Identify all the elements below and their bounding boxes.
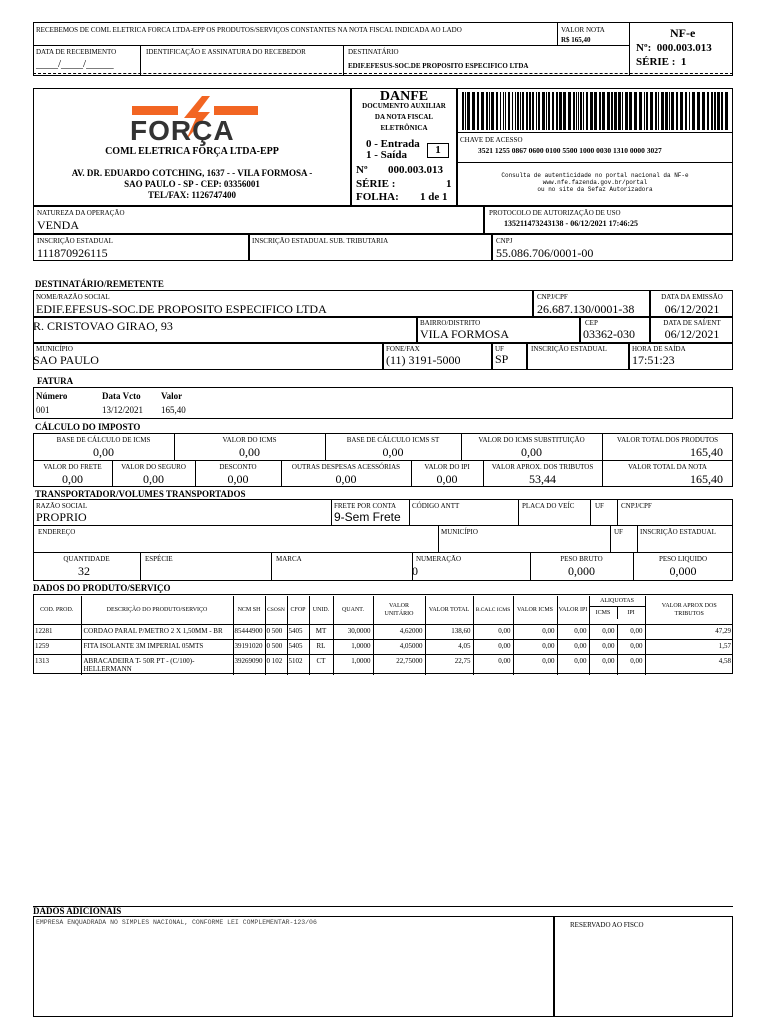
cell-cod: 12281 — [35, 626, 53, 635]
bc-st-label: BASE DE CÁLCULO ICMS ST — [346, 436, 440, 444]
barcode-bar — [578, 92, 579, 130]
dest-hora-label: HORA DE SAÍDA — [632, 345, 686, 353]
barcode-bar — [462, 92, 464, 130]
logo-bar-left — [132, 106, 178, 115]
cell-cod: 1313 — [35, 656, 49, 665]
ipi: 0,00 — [436, 472, 458, 486]
th-aliq-ipi: IPI — [627, 610, 635, 616]
barcode-bar — [559, 92, 562, 130]
ie-value: 111870926115 — [37, 246, 108, 260]
desconto: 0,00 — [227, 472, 249, 486]
valor-nota-label: VALOR NOTA — [561, 26, 605, 34]
th-aliquotas — [589, 596, 645, 624]
danfe-title: DANFE — [379, 89, 429, 104]
bc-icms: 0,00 — [93, 445, 114, 459]
dest-fone: (11) 3191-5000 — [386, 353, 461, 367]
cell-bcalc: 0,00 — [473, 624, 513, 639]
cell-ncm: 39269090 — [233, 654, 265, 675]
transp-peso-liq: 0,000 — [669, 564, 697, 578]
table-row — [33, 624, 733, 639]
barcode-bar — [496, 92, 498, 130]
danfe-serie: 1 — [446, 178, 452, 190]
dest-cnpj-label: CNPJ/CPF — [537, 293, 568, 301]
dest-saida: 06/12/2021 — [664, 327, 720, 341]
barcode-bar — [707, 92, 709, 130]
cell-unid: MT — [309, 624, 333, 639]
total-nota-label: VALOR TOTAL DA NOTA — [628, 463, 707, 471]
danfe-numero: 000.003.013 — [388, 164, 443, 176]
dest-emissao: 06/12/2021 — [664, 302, 720, 316]
barcode-bar — [500, 92, 501, 130]
transp-uf2-label: UF — [614, 528, 623, 536]
dest-municipio: SAO PAULO — [33, 353, 99, 367]
produtos-table — [33, 596, 733, 675]
adicionais-texto: EMPRESA ENQUADRADA NO SIMPLES NACIONAL, CONFORME LEI COMPLEMENTAR-123/06 — [36, 919, 317, 926]
cell-vtotal: 22,75 — [425, 654, 473, 675]
barcode-bar — [669, 92, 670, 130]
natureza-label: NATUREZA DA OPERAÇÃO — [37, 209, 125, 217]
cnpj-value: 55.086.706/0001-00 — [496, 246, 594, 260]
table-row — [33, 654, 733, 675]
cell-aipi: 0,00 — [617, 639, 645, 654]
outras-label: OUTRAS DESPESAS ACESSÓRIAS — [291, 463, 401, 471]
valor-nota-value: R$ 165,40 — [561, 36, 591, 44]
dest-fone-label: FONE/FAX — [386, 345, 420, 353]
dest-endereco: R. CRISTOVAO GIRAO, 93 — [33, 319, 173, 333]
tributos-label: VALOR APROX. DOS TRIBUTOS — [491, 463, 594, 471]
fisco-box — [554, 916, 733, 1017]
barcode-bar — [676, 92, 678, 130]
fisco-label: RESERVADO AO FISCO — [570, 921, 644, 929]
ie-st-label: INSCRIÇÃO ESTADUAL SUB. TRIBUTARIA — [252, 237, 389, 245]
dest-hora: 17:51:23 — [632, 353, 675, 367]
transp-peso-bruto-label: PESO BRUTO — [560, 555, 603, 563]
cell-desc: ABRACADEIRA T- 50R PT - (C/100)-HELLERMANN — [81, 654, 233, 675]
barcode-bar — [671, 92, 674, 130]
barcode-bar — [556, 92, 558, 130]
barcode-bar — [520, 92, 521, 130]
dest-saida-label: DATA DE SAÍ/ENT — [663, 319, 721, 327]
barcode-bar — [644, 92, 645, 130]
fatura-valor: 165,40 — [161, 405, 186, 415]
danfe-sub3: ELETRÔNICA — [380, 124, 428, 132]
transp-cnpj-label: CNPJ/CPF — [621, 502, 652, 510]
danfe-numero-label: Nº — [356, 164, 368, 176]
total-prod: 165,40 — [690, 445, 723, 459]
cell-cfop: 5102 — [287, 654, 309, 675]
imposto-section-title: CÁLCULO DO IMPOSTO — [35, 422, 141, 432]
cell-csosn: 0 500 — [265, 639, 287, 654]
emitter-address-2: SAO PAULO - SP - CEP: 03356001 — [124, 179, 260, 189]
cell-ncm: 39191020 — [233, 639, 265, 654]
nfe-numero: Nº: 000.003.013 — [636, 42, 712, 54]
destinatario-stub-label: DESTINATÁRIO — [348, 48, 399, 56]
barcode-bar — [665, 92, 668, 130]
barcode-bar — [583, 92, 584, 130]
data-recebimento-label: DATA DE RECEBIMENTO — [36, 48, 117, 56]
fatura-vcto: 13/12/2021 — [102, 405, 144, 415]
barcode-bar — [568, 92, 571, 130]
destinatario-stub-value: EDIF.EFESUS-SOC.DE PROPOSITO ESPECIFICO LTDA — [348, 62, 529, 70]
fatura-vcto-label: Data Vcto — [102, 391, 141, 401]
cell-csosn: 0 500 — [265, 624, 287, 639]
barcode-bar — [467, 92, 470, 130]
bc-st: 0,00 — [382, 445, 404, 459]
barcode-bar — [702, 92, 705, 130]
th-aprox: VALOR APROX DOS TRIBUTOS — [645, 596, 733, 624]
barcode-bar — [536, 92, 537, 130]
barcode-bar — [465, 92, 466, 130]
cell-vipi: 0,00 — [557, 639, 589, 654]
data-recebimento-field[interactable]: ____/____/_____ — [36, 58, 114, 70]
table-header-row — [33, 596, 733, 624]
cell-bcalc: 0,00 — [473, 639, 513, 654]
cell-cfop: 5405 — [287, 624, 309, 639]
th-ncm: NCM SH — [233, 596, 265, 624]
barcode-bar — [650, 92, 653, 130]
icms: 0,00 — [239, 445, 260, 459]
th-vtotal: VALOR TOTAL — [425, 596, 473, 624]
receipt-text: RECEBEMOS DE COML ELETRICA FORCA LTDA-EPP OS PRODUTOS/SERVIÇOS CONSTANTES NA NOTA FISCAL INDICADA AO LADO — [36, 26, 462, 34]
barcode-bar — [625, 92, 628, 130]
th-unid: UNID. — [309, 596, 333, 624]
transp-marca-label: MARCA — [276, 555, 302, 563]
transp-frete: 9-Sem Frete — [334, 510, 401, 524]
adicionais-section-title: DADOS ADICIONAIS — [33, 906, 122, 916]
ipi-label: VALOR DO IPI — [424, 463, 470, 471]
th-aliq: ALIQUOTAS — [590, 596, 645, 607]
danfe-sub2: DA NOTA FISCAL — [374, 113, 434, 121]
th-quant: QUANT. — [333, 596, 373, 624]
th-desc: DESCRIÇÃO DO PRODUTO/SERVIÇO — [81, 596, 233, 624]
barcode-bar — [685, 92, 687, 130]
th-vipi: VALOR IPI — [557, 596, 589, 624]
transp-numeracao: 0 — [412, 564, 418, 578]
transp-qtd: 32 — [78, 564, 90, 578]
barcode-bar — [658, 92, 659, 130]
cell-quant: 1,0000 — [333, 654, 373, 675]
cell-desc: FITA ISOLANTE 3M IMPERIAL 05MTS — [81, 639, 233, 654]
barcode-bar — [639, 92, 642, 130]
barcode-bar — [721, 92, 723, 130]
barcode-bar — [563, 92, 566, 130]
dest-uf-label: UF — [495, 345, 504, 353]
consulta-line2: www.nfe.fazenda.gov.br/portal — [542, 179, 648, 186]
consulta-line3: ou no site da Sefaz Autorizadora — [537, 186, 653, 193]
cell-aipi: 0,00 — [617, 654, 645, 675]
barcode-bar — [503, 92, 504, 130]
barcode-bar — [586, 92, 588, 130]
dest-bairro-label: BAIRRO/DISTRITO — [420, 319, 481, 327]
barcode-bar — [546, 92, 547, 130]
adicionais-box — [33, 916, 554, 1017]
logo-bar-right — [214, 106, 258, 115]
barcode-bar — [580, 92, 582, 130]
barcode-bar — [655, 92, 657, 130]
fatura-numero: 001 — [36, 405, 50, 415]
transp-peso-liq-label: PESO LIQUIDO — [658, 555, 708, 563]
cell-aprox: 47,29 — [645, 624, 733, 639]
cell-vunit: 22,75000 — [373, 654, 425, 675]
th-cfop: CFOP — [287, 596, 309, 624]
cell-quant: 1,0000 — [333, 639, 373, 654]
barcode-bar — [646, 92, 648, 130]
protocolo-label: PROTOCOLO DE AUTORIZAÇÃO DE USO — [489, 209, 621, 217]
barcode-bar — [489, 92, 490, 130]
th-vunit: VALOR UNITÁRIO — [373, 596, 425, 624]
cell-ncm: 85444900 — [233, 624, 265, 639]
transp-uf-label: UF — [595, 502, 604, 510]
fatura-valor-label: Valor — [161, 391, 183, 401]
dest-nome: EDIF.EFESUS-SOC.DE PROPOSITO ESPECIFICO LTDA — [36, 302, 327, 316]
barcode-bar — [692, 92, 695, 130]
barcode-bar — [515, 92, 516, 130]
cell-aprox: 4,58 — [645, 654, 733, 675]
barcode-bar — [508, 92, 510, 130]
cell-aicms: 0,00 — [589, 654, 617, 675]
dest-municipio-label: MUNICÍPIO — [36, 345, 73, 353]
danfe-folha-label: FOLHA: — [356, 191, 399, 203]
table-row — [33, 639, 733, 654]
barcode-bar — [717, 92, 720, 130]
barcode-bar — [634, 92, 637, 130]
barcode-bar — [491, 92, 494, 130]
cell-vtotal: 138,60 — [425, 624, 473, 639]
barcode-bar — [532, 92, 534, 130]
cnpj-label: CNPJ — [496, 237, 513, 245]
barcode-bar — [517, 92, 519, 130]
cell-aprox: 1,57 — [645, 639, 733, 654]
barcode-bar — [512, 92, 513, 130]
danfe-folha: 1 de 1 — [420, 191, 448, 203]
danfe-entrada: 0 - Entrada — [366, 138, 420, 150]
danfe-sub1: DOCUMENTO AUXILIAR — [362, 102, 446, 110]
cell-vunit: 4,05000 — [373, 639, 425, 654]
th-csosn: CSOSN — [265, 596, 287, 624]
ie-label: INSCRIÇÃO ESTADUAL — [37, 237, 113, 245]
nfe-serie: SÉRIE : 1 — [636, 56, 687, 68]
chave-acesso: 3521 1255 0867 0600 0100 5500 1000 0030 1310 0000 3027 — [478, 146, 662, 155]
transp-razao: PROPRIO — [36, 510, 87, 524]
bc-icms-label: BASE DE CÁLCULO DE ICMS — [56, 436, 151, 444]
cell-aicms: 0,00 — [589, 639, 617, 654]
barcode-bar — [629, 92, 632, 130]
natureza-value: VENDA — [37, 218, 79, 232]
cell-cod: 1259 — [35, 641, 49, 650]
dest-nome-label: NOME/RAZÃO SOCIAL — [36, 293, 110, 301]
transp-municipio-label: MUNICÍPIO — [441, 528, 478, 536]
barcode-bar — [529, 92, 531, 130]
dest-emissao-label: DATA DA EMISSÃO — [661, 293, 723, 301]
emitter-address-3: TEL/FAX: 1126747400 — [147, 190, 237, 200]
barcode-bar — [472, 92, 475, 130]
dest-uf: SP — [495, 352, 509, 366]
barcode-bar — [542, 92, 545, 130]
protocolo-value: 135211473243138 - 06/12/2021 17:46:25 — [504, 219, 638, 228]
barcode-bar — [481, 92, 484, 130]
barcode-bar — [486, 92, 488, 130]
fatura-section-title: FATURA — [37, 376, 74, 386]
transp-ie-label: INSCRIÇÃO ESTADUAL — [640, 528, 716, 536]
cell-aipi: 0,00 — [617, 624, 645, 639]
th-aliq-icms: ICMS — [590, 607, 618, 619]
dest-bairro: VILA FORMOSA — [420, 327, 510, 341]
dest-cnpj: 26.687.130/0001-38 — [537, 302, 635, 316]
nfe-label: NF-e — [670, 26, 696, 40]
barcode-bar — [602, 92, 605, 130]
dest-ie-label: INSCRIÇÃO ESTADUAL — [531, 345, 607, 353]
barcode-bar — [590, 92, 593, 130]
cell-vipi: 0,00 — [557, 654, 589, 675]
icms-st-label: VALOR DO ICMS SUBSTITUIÇÃO — [478, 436, 585, 444]
cell-unid: CT — [309, 654, 333, 675]
transp-peso-bruto: 0,000 — [568, 564, 595, 578]
barcode-bar — [697, 92, 700, 130]
barcode-bar — [680, 92, 683, 130]
emitter-name: COML ELETRICA FORÇA LTDA-EPP — [105, 146, 279, 157]
danfe-saida: 1 - Saída — [366, 149, 407, 161]
th-vicms: VALOR ICMS — [513, 596, 557, 624]
consulta-line1: Consulta de autenticidade no portal nacional da NF-e — [501, 172, 689, 179]
frete-label: VALOR DO FRETE — [43, 463, 102, 471]
danfe-tipo: 1 — [427, 143, 449, 158]
icms-label: VALOR DO ICMS — [222, 436, 277, 444]
cell-aicms: 0,00 — [589, 624, 617, 639]
cell-unid: RL — [309, 639, 333, 654]
barcode-bar — [607, 92, 610, 130]
dest-cep: 03362-030 — [583, 327, 635, 341]
chave-label: CHAVE DE ACESSO — [460, 136, 523, 144]
dest-cep-label: CEP — [585, 319, 598, 327]
th-bcalc: B.CALC ICMS — [473, 596, 513, 624]
barcode-bar — [711, 92, 713, 130]
dest-section-title: DESTINATÁRIO/REMETENTE — [35, 279, 164, 289]
cell-vunit: 4,62000 — [373, 624, 425, 639]
barcode-bar — [526, 92, 528, 130]
cell-bcalc: 0,00 — [473, 654, 513, 675]
icms-st: 0,00 — [521, 445, 542, 459]
barcode-bar — [622, 92, 623, 130]
barcode-bar — [573, 92, 575, 130]
cell-quant: 30,0000 — [333, 624, 373, 639]
barcode-bar — [522, 92, 524, 130]
seguro: 0,00 — [143, 472, 164, 486]
barcode-bar — [552, 92, 554, 130]
cell-vicms: 0,00 — [513, 624, 557, 639]
tributos: 53,44 — [529, 472, 556, 486]
emitter-address-1: AV. DR. EDUARDO COTCHING, 1637 - - VILA FORMOSA - — [71, 168, 313, 178]
barcode-bar — [618, 92, 621, 130]
barcode-bar — [689, 92, 690, 130]
barcode-bar — [611, 92, 613, 130]
identificacao-label: IDENTIFICAÇÃO E ASSINATURA DO RECEBEDOR — [146, 48, 306, 56]
danfe-serie-label: SÉRIE : — [356, 178, 396, 190]
cell-csosn: 0 102 — [265, 654, 287, 675]
logo-text: FORÇA — [130, 115, 235, 146]
cell-vicms: 0,00 — [513, 654, 557, 675]
barcode-bar — [548, 92, 550, 130]
barcode-bar — [725, 92, 728, 130]
barcode-bar — [614, 92, 617, 130]
barcode-bar — [714, 92, 716, 130]
barcode-bar — [661, 92, 664, 130]
barcode-bar — [505, 92, 506, 130]
transp-endereco-label: ENDEREÇO — [38, 528, 76, 536]
transp-antt-label: CÓDIGO ANTT — [412, 502, 460, 510]
seguro-label: VALOR DO SEGURO — [121, 463, 186, 471]
barcode-bar — [538, 92, 540, 130]
transp-numeracao-label: NUMERAÇÃO — [416, 555, 462, 563]
fatura-numero-label: Número — [36, 391, 68, 401]
total-prod-label: VALOR TOTAL DOS PRODUTOS — [616, 436, 719, 444]
transp-especie-label: ESPÉCIE — [145, 555, 173, 563]
barcode-bar — [594, 92, 597, 130]
transp-section-title: TRANSPORTADOR/VOLUMES TRANSPORTADOS — [35, 489, 246, 499]
barcode — [462, 92, 728, 130]
outras: 0,00 — [335, 472, 357, 486]
total-nota: 165,40 — [690, 472, 723, 486]
cell-vipi: 0,00 — [557, 624, 589, 639]
barcode-bar — [599, 92, 601, 130]
desconto-label: DESCONTO — [219, 463, 257, 471]
transp-placa-label: PLACA DO VEÍC — [522, 502, 575, 510]
th-cod: COD. PROD. — [40, 606, 74, 613]
cell-desc: CORDAO PARAL P/METRO 2 X 1,50MM - BR — [81, 624, 233, 639]
produtos-section-title: DADOS DO PRODUTO/SERVIÇO — [33, 583, 171, 593]
frete: 0,00 — [62, 472, 83, 486]
transp-razao-label: RAZÃO SOCIAL — [36, 502, 88, 510]
barcode-bar — [576, 92, 577, 130]
transp-qtd-label: QUANTIDADE — [63, 555, 110, 563]
transp-frete-label: FRETE POR CONTA — [334, 502, 397, 510]
cell-vicms: 0,00 — [513, 639, 557, 654]
cell-vtotal: 4,05 — [425, 639, 473, 654]
cell-cfop: 5405 — [287, 639, 309, 654]
barcode-bar — [477, 92, 479, 130]
